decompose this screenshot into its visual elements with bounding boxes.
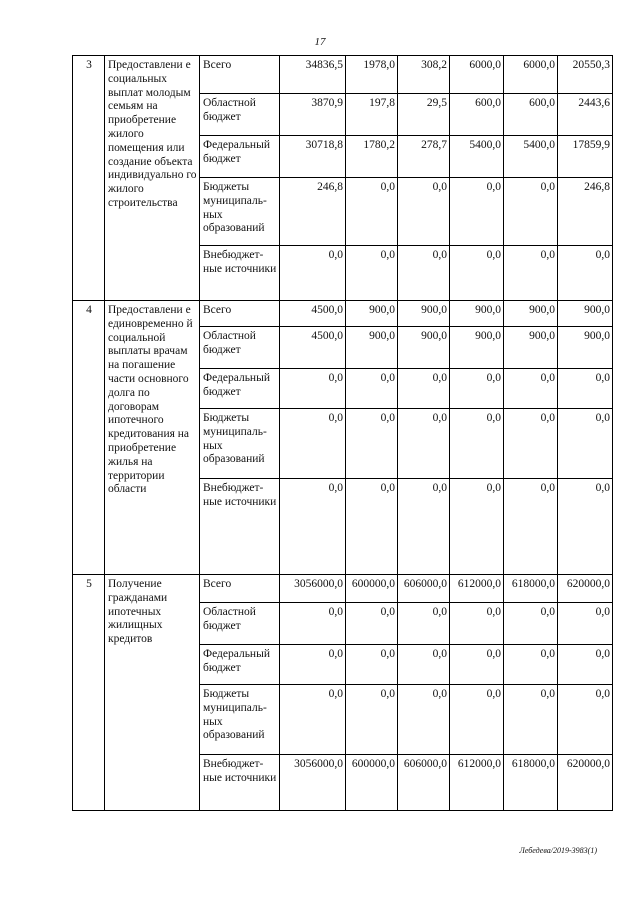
funding-source: Бюджеты муниципаль-ных образований: [200, 685, 280, 755]
value-cell: 0,0: [504, 645, 558, 685]
value-cell: 0,0: [346, 685, 398, 755]
table-row: [73, 56, 613, 94]
value-cell: 0,0: [450, 603, 504, 645]
value-cell: 0,0: [280, 409, 346, 479]
value-cell: 0,0: [450, 178, 504, 246]
section-number: 4: [73, 301, 105, 575]
value-cell: 618000,0: [504, 755, 558, 811]
table-row: [73, 575, 613, 603]
value-cell: 600000,0: [346, 575, 398, 603]
table-row: [73, 301, 613, 327]
value-cell: 612000,0: [450, 755, 504, 811]
value-cell: 246,8: [558, 178, 613, 246]
value-cell: 6000,0: [504, 56, 558, 94]
value-cell: 600,0: [450, 94, 504, 136]
value-cell: 0,0: [504, 178, 558, 246]
value-cell: 0,0: [450, 479, 504, 575]
value-cell: 900,0: [398, 301, 450, 327]
section-number: 5: [73, 575, 105, 811]
value-cell: 600,0: [504, 94, 558, 136]
value-cell: 0,0: [398, 685, 450, 755]
value-cell: 5400,0: [450, 136, 504, 178]
value-cell: 0,0: [558, 603, 613, 645]
value-cell: 1978,0: [346, 56, 398, 94]
value-cell: 900,0: [558, 301, 613, 327]
value-cell: 5400,0: [504, 136, 558, 178]
funding-source: Бюджеты муниципаль-ных образований: [200, 409, 280, 479]
value-cell: 900,0: [346, 301, 398, 327]
value-cell: 30718,8: [280, 136, 346, 178]
funding-source: Внебюджет-ные источники: [200, 246, 280, 301]
value-cell: 0,0: [450, 409, 504, 479]
value-cell: 0,0: [558, 369, 613, 409]
value-cell: 0,0: [280, 603, 346, 645]
funding-source: Федеральный бюджет: [200, 136, 280, 178]
value-cell: 0,0: [398, 645, 450, 685]
value-cell: 0,0: [450, 685, 504, 755]
value-cell: 246,8: [280, 178, 346, 246]
value-cell: 0,0: [450, 369, 504, 409]
value-cell: 6000,0: [450, 56, 504, 94]
value-cell: 0,0: [450, 645, 504, 685]
section-name: Предоставлени е социальных выплат молодым семьям на приобретение жилого помещения или создание объекта индивидуально го жилого строительства: [105, 56, 200, 301]
value-cell: 0,0: [504, 369, 558, 409]
funding-source: Внебюджет-ные источники: [200, 755, 280, 811]
value-cell: 0,0: [346, 246, 398, 301]
value-cell: 17859,9: [558, 136, 613, 178]
funding-source: Внебюджет-ные источники: [200, 479, 280, 575]
value-cell: 618000,0: [504, 575, 558, 603]
page-number: 17: [314, 36, 326, 48]
section-name: Предоставлени е единовременно й социальной выплаты врачам на погашение части основного долга по договорам ипотечного кредитования на приобретение жилья на территории области: [105, 301, 200, 575]
value-cell: 0,0: [280, 685, 346, 755]
value-cell: 606000,0: [398, 575, 450, 603]
funding-source: Областной бюджет: [200, 94, 280, 136]
funding-source: Областной бюджет: [200, 327, 280, 369]
value-cell: 0,0: [398, 178, 450, 246]
value-cell: 0,0: [450, 246, 504, 301]
value-cell: 900,0: [398, 327, 450, 369]
value-cell: 0,0: [504, 479, 558, 575]
value-cell: 1780,2: [346, 136, 398, 178]
section-name: Получение гражданами ипотечных жилищных кредитов: [105, 575, 200, 811]
section-3: [73, 56, 613, 301]
funding-source: Областной бюджет: [200, 603, 280, 645]
value-cell: 0,0: [280, 369, 346, 409]
funding-source: Федеральный бюджет: [200, 369, 280, 409]
budget-table: [72, 55, 613, 811]
value-cell: 3870,9: [280, 94, 346, 136]
value-cell: 4500,0: [280, 327, 346, 369]
value-cell: 620000,0: [558, 575, 613, 603]
value-cell: 0,0: [504, 685, 558, 755]
value-cell: 900,0: [450, 327, 504, 369]
value-cell: 29,5: [398, 94, 450, 136]
value-cell: 278,7: [398, 136, 450, 178]
funding-source: Федеральный бюджет: [200, 645, 280, 685]
value-cell: 0,0: [280, 246, 346, 301]
value-cell: 0,0: [398, 409, 450, 479]
section-4: [73, 301, 613, 575]
value-cell: 606000,0: [398, 755, 450, 811]
value-cell: 0,0: [504, 246, 558, 301]
value-cell: 0,0: [280, 645, 346, 685]
value-cell: 900,0: [504, 301, 558, 327]
value-cell: 0,0: [558, 479, 613, 575]
value-cell: 3056000,0: [280, 755, 346, 811]
value-cell: 0,0: [504, 409, 558, 479]
value-cell: 0,0: [280, 479, 346, 575]
value-cell: 0,0: [558, 409, 613, 479]
value-cell: 900,0: [450, 301, 504, 327]
value-cell: 0,0: [504, 603, 558, 645]
funding-source: Всего: [200, 301, 280, 327]
value-cell: 197,8: [346, 94, 398, 136]
value-cell: 0,0: [346, 369, 398, 409]
value-cell: 0,0: [398, 369, 450, 409]
value-cell: 0,0: [346, 178, 398, 246]
funding-source: Всего: [200, 56, 280, 94]
value-cell: 900,0: [558, 327, 613, 369]
funding-source: Бюджеты муниципаль-ных образований: [200, 178, 280, 246]
section-number: 3: [73, 56, 105, 301]
value-cell: 900,0: [504, 327, 558, 369]
value-cell: 4500,0: [280, 301, 346, 327]
value-cell: 0,0: [346, 409, 398, 479]
value-cell: 0,0: [558, 246, 613, 301]
value-cell: 2443,6: [558, 94, 613, 136]
funding-source: Всего: [200, 575, 280, 603]
value-cell: 0,0: [346, 603, 398, 645]
value-cell: 900,0: [346, 327, 398, 369]
value-cell: 600000,0: [346, 755, 398, 811]
value-cell: 0,0: [558, 645, 613, 685]
value-cell: 0,0: [398, 246, 450, 301]
value-cell: 612000,0: [450, 575, 504, 603]
value-cell: 0,0: [346, 645, 398, 685]
value-cell: 0,0: [398, 603, 450, 645]
value-cell: 0,0: [398, 479, 450, 575]
value-cell: 34836,5: [280, 56, 346, 94]
value-cell: 0,0: [346, 479, 398, 575]
value-cell: 20550,3: [558, 56, 613, 94]
document-reference: Лебедева/2019-3983(1): [519, 846, 597, 855]
value-cell: 308,2: [398, 56, 450, 94]
value-cell: 0,0: [558, 685, 613, 755]
value-cell: 3056000,0: [280, 575, 346, 603]
value-cell: 620000,0: [558, 755, 613, 811]
section-5: [73, 575, 613, 811]
